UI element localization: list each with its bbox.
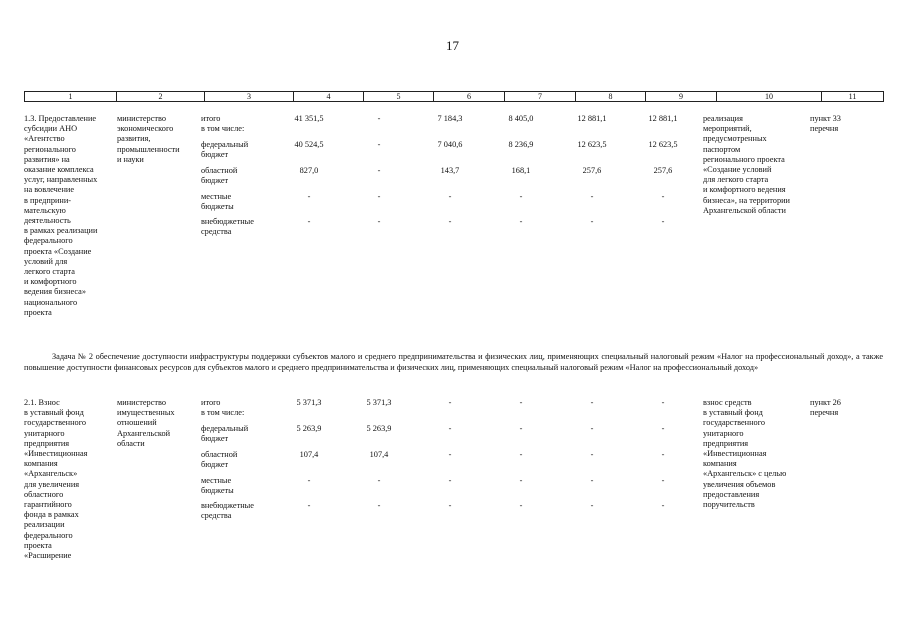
row1-value-cell: - bbox=[377, 192, 381, 201]
row1-value-cell: 827,0 bbox=[299, 166, 319, 175]
row2-value-cell: 5 371,3 bbox=[366, 398, 392, 407]
row1-source-local: местные бюджеты bbox=[201, 192, 234, 212]
row1-value-cell: 143,7 bbox=[440, 166, 460, 175]
row1-value-cell: - bbox=[307, 217, 311, 226]
row2-result: взнос средств в уставный фонд государственного унитарного предприятия «Инвестиционная компания «Архангельск» с целью увеличения объемов предоставления поручительств bbox=[703, 398, 787, 510]
row1-activity: 1.3. Предоставление субсидии АНО «Агентство регионального развития» на оказание комплекса услуг, направленных на вовлечение в предприни- мательскую деятельность в рамках реализации федерального проекта «Создание условий для легкого старта и комфортного ведения бизнеса» национального проекта bbox=[24, 114, 98, 317]
row2-value-cell: - bbox=[661, 450, 665, 459]
row1-value-cell: 8 405,0 bbox=[508, 114, 534, 123]
row2-value-cell: - bbox=[519, 450, 523, 459]
row2-value-cell: - bbox=[661, 501, 665, 510]
header-col-6: 6 bbox=[434, 92, 505, 102]
row2-value-cell: - bbox=[590, 398, 594, 407]
header-col-7: 7 bbox=[505, 92, 576, 102]
row2-value-cell: - bbox=[590, 450, 594, 459]
row1-value-cell: - bbox=[661, 192, 665, 201]
row2-value-cell: - bbox=[377, 476, 381, 485]
row1-value-cell: 12 881,1 bbox=[577, 114, 607, 123]
row1-result: реализация мероприятий, предусмотренных паспортом регионального проекта «Создание условий для легкого старта и комфортного ведения бизнеса», на территории Архангельской области bbox=[703, 114, 790, 215]
row2-value-cell: - bbox=[519, 501, 523, 510]
row1-value-cell: - bbox=[590, 217, 594, 226]
row2-value-cell: - bbox=[661, 424, 665, 433]
row1-value-cell: - bbox=[377, 140, 381, 149]
header-col-4: 4 bbox=[294, 92, 364, 102]
row2-value-cell: - bbox=[590, 476, 594, 485]
row2-reference: пункт 26 перечня bbox=[810, 398, 841, 418]
row2-value-cell: - bbox=[448, 476, 452, 485]
row1-value-cell: - bbox=[377, 114, 381, 123]
row2-value-cell: - bbox=[448, 501, 452, 510]
row1-value-cell: - bbox=[519, 192, 523, 201]
row1-value-cell: 12 881,1 bbox=[648, 114, 678, 123]
row2-executor: министерство имущественных отношений Архангельской области bbox=[117, 398, 175, 448]
row2-value-cell: - bbox=[519, 398, 523, 407]
row1-value-cell: 7 040,6 bbox=[437, 140, 463, 149]
row1-value-cell: - bbox=[307, 192, 311, 201]
row2-value-cell: 5 371,3 bbox=[296, 398, 322, 407]
row2-source-regional: областной бюджет bbox=[201, 450, 238, 470]
row2-value-cell: - bbox=[519, 476, 523, 485]
row1-value-cell: 257,6 bbox=[582, 166, 602, 175]
row1-value-cell: 7 184,3 bbox=[437, 114, 463, 123]
row1-value-cell: 12 623,5 bbox=[648, 140, 678, 149]
task-2-paragraph bbox=[24, 351, 883, 373]
row1-value-cell: 257,6 bbox=[653, 166, 673, 175]
row1-source-regional: областной бюджет bbox=[201, 166, 238, 186]
row2-source-total: итого в том числе: bbox=[201, 398, 245, 418]
row1-value-cell: - bbox=[519, 217, 523, 226]
row2-value-cell: - bbox=[448, 450, 452, 459]
row1-value-cell: - bbox=[661, 217, 665, 226]
row1-source-federal: федеральный бюджет bbox=[201, 140, 249, 160]
row2-value-cell: - bbox=[590, 424, 594, 433]
header-col-8: 8 bbox=[576, 92, 646, 102]
row2-source-local: местные бюджеты bbox=[201, 476, 234, 496]
row2-value-cell: - bbox=[307, 476, 311, 485]
header-col-11: 11 bbox=[822, 92, 884, 102]
row2-activity: 2.1. Взнос в уставный фонд государственного унитарного предприятия «Инвестиционная компания «Архангельск» для увеличения областного гарантийного фонда в рамках реализации федерального проекта «Расширение bbox=[24, 398, 88, 561]
row1-value-cell: - bbox=[448, 217, 452, 226]
page-number: 17 bbox=[446, 38, 459, 53]
row2-value-cell: - bbox=[519, 424, 523, 433]
row2-value-cell: 5 263,9 bbox=[296, 424, 322, 433]
column-header-table bbox=[24, 91, 884, 102]
header-col-5: 5 bbox=[364, 92, 434, 102]
row1-reference: пункт 33 перечня bbox=[810, 114, 841, 134]
row1-value-cell: 8 236,9 bbox=[508, 140, 534, 149]
header-col-9: 9 bbox=[646, 92, 717, 102]
header-col-10: 10 bbox=[717, 92, 822, 102]
header-col-3: 3 bbox=[205, 92, 294, 102]
row2-value-cell: 107,4 bbox=[369, 450, 389, 459]
header-col-1: 1 bbox=[25, 92, 117, 102]
row2-source-extra: внебюджетные средства bbox=[201, 501, 254, 521]
row1-value-cell: - bbox=[377, 217, 381, 226]
row1-value-cell: - bbox=[590, 192, 594, 201]
row1-value-cell: - bbox=[448, 192, 452, 201]
row1-source-extra: внебюджетные средства bbox=[201, 217, 254, 237]
task-2-text: Задача № 2 обеспечение доступности инфраструктуры поддержки субъектов малого и среднего предпринимательства и физических лиц, применяющих специальный налоговый режим «Налог на профессиональный доход», а также повышение доступности финансовых ресурсов для субъектов малого и среднего предпринимательства и физических лиц, применяющих специальный налоговый режим «Налог на профессиональный доход» bbox=[24, 352, 883, 372]
row2-source-federal: федеральный бюджет bbox=[201, 424, 249, 444]
row2-value-cell: - bbox=[448, 398, 452, 407]
row2-value-cell: - bbox=[661, 476, 665, 485]
row2-value-cell: 5 263,9 bbox=[366, 424, 392, 433]
row2-value-cell: - bbox=[590, 501, 594, 510]
row2-value-cell: 107,4 bbox=[299, 450, 319, 459]
row2-value-cell: - bbox=[307, 501, 311, 510]
row1-value-cell: 168,1 bbox=[511, 166, 531, 175]
row1-executor: министерство экономического развития, промышленности и науки bbox=[117, 114, 180, 164]
row1-source-total: итого в том числе: bbox=[201, 114, 245, 134]
row1-value-cell: - bbox=[377, 166, 381, 175]
header-col-2: 2 bbox=[117, 92, 205, 102]
row2-value-cell: - bbox=[377, 501, 381, 510]
row2-value-cell: - bbox=[661, 398, 665, 407]
row1-value-cell: 40 524,5 bbox=[294, 140, 324, 149]
row2-value-cell: - bbox=[448, 424, 452, 433]
row1-value-cell: 12 623,5 bbox=[577, 140, 607, 149]
row1-value-cell: 41 351,5 bbox=[294, 114, 324, 123]
